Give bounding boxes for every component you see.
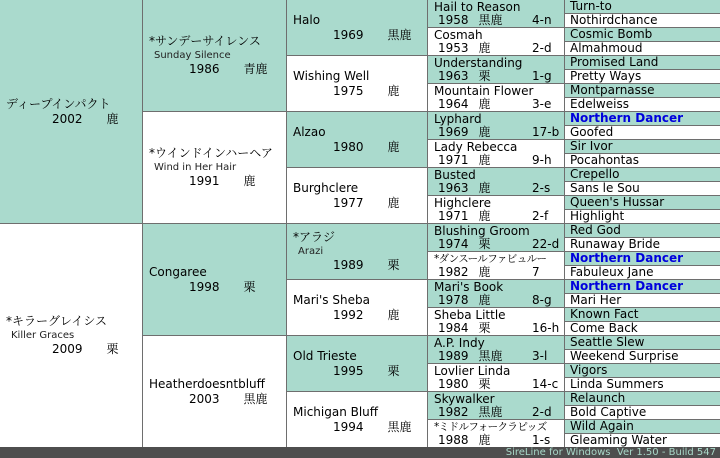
horse-coat: 鹿 xyxy=(478,292,491,307)
horse-cell[interactable] xyxy=(565,168,720,181)
horse-year: 1969 xyxy=(333,27,364,42)
horse-coat: 鹿 xyxy=(387,83,400,98)
horse-cell[interactable] xyxy=(565,280,720,293)
horse-cell[interactable] xyxy=(565,252,720,265)
family-number: 4-n xyxy=(532,12,552,27)
horse-name: *ミドルフォークラピッズ xyxy=(434,420,547,433)
family-number: 1-s xyxy=(532,432,551,447)
horse-cell[interactable] xyxy=(287,392,427,447)
horse-year: 2002 xyxy=(52,111,83,126)
horse-coat: 鹿 xyxy=(387,139,400,154)
horse-cell[interactable] xyxy=(428,252,564,279)
horse-name: Mari's Sheba xyxy=(293,292,370,307)
horse-cell[interactable] xyxy=(428,308,564,335)
horse-cell[interactable] xyxy=(287,280,427,335)
horse-name: Hail to Reason xyxy=(434,0,521,14)
horse-year: 1980 xyxy=(333,139,364,154)
horse-cell[interactable] xyxy=(565,308,720,321)
horse-subname: Sunday Silence xyxy=(154,50,231,61)
family-number: 2-d xyxy=(532,40,552,55)
horse-name: Highlight xyxy=(570,210,625,223)
horse-year: 1995 xyxy=(333,363,364,378)
horse-cell[interactable] xyxy=(428,224,564,251)
status-bar xyxy=(0,447,720,458)
horse-subname: Arazi xyxy=(298,246,324,257)
horse-name: Congaree xyxy=(149,264,207,279)
horse-name: ディープインパクト xyxy=(6,96,111,111)
horse-cell[interactable] xyxy=(565,392,720,405)
horse-cell[interactable] xyxy=(0,0,142,223)
horse-name: Highclere xyxy=(434,196,491,210)
horse-name: Come Back xyxy=(570,322,638,335)
horse-coat: 鹿 xyxy=(387,195,400,210)
horse-coat: 栗 xyxy=(106,342,119,356)
horse-cell[interactable] xyxy=(565,126,720,139)
horse-name: Seattle Slew xyxy=(570,336,645,349)
horse-subname: Wind in Her Hair xyxy=(154,162,237,173)
horse-name: Fabuleux Jane xyxy=(570,266,654,279)
horse-cell[interactable] xyxy=(428,420,564,447)
family-number: 3-e xyxy=(532,96,552,111)
horse-name: Northern Dancer xyxy=(570,280,684,293)
horse-year: 1988 xyxy=(438,432,469,447)
horse-coat: 栗 xyxy=(478,68,491,83)
horse-coat: 青鹿 xyxy=(243,62,268,76)
horse-name: Cosmic Bomb xyxy=(570,28,653,41)
horse-cell[interactable] xyxy=(565,0,720,13)
horse-name: Almahmoud xyxy=(570,42,643,55)
horse-name: A.P. Indy xyxy=(434,336,485,350)
horse-coat: 栗 xyxy=(387,258,400,272)
horse-cell[interactable] xyxy=(565,322,720,335)
horse-year: 1989 xyxy=(438,348,469,363)
horse-cell[interactable] xyxy=(287,56,427,111)
horse-cell[interactable] xyxy=(565,434,720,447)
horse-cell[interactable] xyxy=(565,56,720,69)
horse-year: 1964 xyxy=(438,96,469,111)
horse-name: *ウインドインハーヘア xyxy=(149,146,273,160)
horse-cell[interactable] xyxy=(565,112,720,125)
horse-name: Vigors xyxy=(570,364,608,377)
horse-name: Bold Captive xyxy=(570,406,647,419)
horse-cell[interactable] xyxy=(287,0,427,55)
horse-name: Weekend Surprise xyxy=(570,350,679,363)
horse-name: Runaway Bride xyxy=(570,238,660,251)
horse-cell[interactable] xyxy=(565,42,720,55)
horse-year: 2009 xyxy=(52,342,83,356)
horse-year: 1994 xyxy=(333,419,364,434)
horse-year: 1958 xyxy=(438,12,469,27)
horse-cell[interactable] xyxy=(565,406,720,419)
horse-cell[interactable] xyxy=(565,140,720,153)
horse-cell[interactable] xyxy=(565,266,720,279)
horse-name: Turn-to xyxy=(570,0,612,13)
horse-name: Pocahontas xyxy=(570,154,639,167)
horse-cell[interactable] xyxy=(565,70,720,83)
horse-cell[interactable] xyxy=(565,98,720,111)
horse-cell[interactable] xyxy=(428,336,564,363)
horse-coat: 鹿 xyxy=(478,96,491,111)
family-number: 2-f xyxy=(532,208,549,223)
horse-year: 1992 xyxy=(333,307,364,322)
horse-coat: 鹿 xyxy=(478,180,491,195)
horse-cell[interactable] xyxy=(565,154,720,167)
horse-subname: Killer Graces xyxy=(11,330,75,341)
horse-cell[interactable] xyxy=(428,0,564,27)
horse-year: 1971 xyxy=(438,152,469,167)
horse-year: 1963 xyxy=(438,68,469,83)
horse-name: Sans le Sou xyxy=(570,182,640,195)
horse-year: 1982 xyxy=(438,404,469,419)
horse-year: 1974 xyxy=(438,236,469,251)
horse-cell[interactable] xyxy=(565,196,720,209)
horse-year: 1977 xyxy=(333,195,364,210)
horse-year: 1963 xyxy=(438,180,469,195)
horse-coat: 鹿 xyxy=(243,174,256,188)
horse-name: Wishing Well xyxy=(293,68,370,83)
horse-cell[interactable] xyxy=(428,364,564,391)
family-number: 17-b xyxy=(532,124,560,139)
family-number: 1-g xyxy=(532,68,552,83)
horse-year: 1969 xyxy=(438,124,469,139)
horse-name: Northern Dancer xyxy=(570,252,684,265)
horse-cell[interactable] xyxy=(565,294,720,307)
horse-name: *キラーグレイシス xyxy=(6,314,108,328)
horse-name: Lovlier Linda xyxy=(434,364,511,378)
horse-cell[interactable] xyxy=(565,210,720,223)
family-number: 3-l xyxy=(532,348,548,363)
horse-year: 2003 xyxy=(189,391,220,406)
horse-cell[interactable] xyxy=(0,224,142,447)
horse-year: 1986 xyxy=(189,62,220,76)
family-number: 7 xyxy=(532,264,540,279)
horse-name: Nothirdchance xyxy=(570,14,658,27)
horse-coat: 鹿 xyxy=(106,111,119,126)
horse-name: Known Fact xyxy=(570,308,639,321)
horse-cell[interactable] xyxy=(287,168,427,223)
horse-coat: 黒鹿 xyxy=(478,404,503,419)
horse-coat: 黒鹿 xyxy=(478,12,503,27)
horse-cell[interactable] xyxy=(428,56,564,83)
horse-name: Gleaming Water xyxy=(570,434,667,447)
horse-name: Wild Again xyxy=(570,420,634,433)
horse-cell[interactable] xyxy=(565,224,720,237)
horse-coat: 黒鹿 xyxy=(243,391,268,406)
horse-name: Crepello xyxy=(570,168,620,181)
horse-cell[interactable] xyxy=(428,196,564,223)
family-number: 2-d xyxy=(532,404,552,419)
horse-year: 1953 xyxy=(438,40,469,55)
horse-name: *サンデーサイレンス xyxy=(149,34,261,48)
horse-name: Skywalker xyxy=(434,392,495,406)
horse-cell[interactable] xyxy=(565,84,720,97)
horse-cell[interactable] xyxy=(565,238,720,251)
horse-coat: 鹿 xyxy=(478,124,491,139)
horse-name: Sheba Little xyxy=(434,308,506,322)
horse-cell[interactable] xyxy=(143,224,286,335)
horse-year: 1984 xyxy=(438,320,469,335)
horse-year: 1978 xyxy=(438,292,469,307)
horse-coat: 鹿 xyxy=(478,208,491,223)
horse-coat: 黒鹿 xyxy=(387,419,412,434)
horse-coat: 栗 xyxy=(478,320,491,335)
horse-name: *ダンスールファビュルー xyxy=(434,252,547,265)
horse-cell[interactable] xyxy=(428,112,564,139)
horse-name: Old Trieste xyxy=(293,348,357,363)
horse-name: Montparnasse xyxy=(570,84,655,97)
horse-cell[interactable] xyxy=(143,0,286,111)
horse-name: Mountain Flower xyxy=(434,84,534,98)
horse-name: Edelweiss xyxy=(570,98,629,111)
horse-year: 1971 xyxy=(438,208,469,223)
horse-coat: 黒鹿 xyxy=(478,348,503,363)
horse-coat: 栗 xyxy=(387,363,400,378)
horse-cell[interactable] xyxy=(428,84,564,111)
horse-coat: 栗 xyxy=(243,279,256,294)
horse-cell[interactable] xyxy=(428,168,564,195)
horse-name: Heatherdoesntbluff xyxy=(149,376,265,391)
horse-name: Goofed xyxy=(570,126,614,139)
horse-name: Blushing Groom xyxy=(434,224,530,238)
horse-name: Halo xyxy=(293,12,321,27)
horse-cell[interactable] xyxy=(428,140,564,167)
horse-cell[interactable] xyxy=(428,280,564,307)
horse-year: 1982 xyxy=(438,264,469,279)
horse-cell[interactable] xyxy=(565,378,720,391)
horse-cell[interactable] xyxy=(287,224,427,279)
horse-name: Alzao xyxy=(293,124,326,139)
horse-year: 1991 xyxy=(189,174,220,188)
horse-name: *アラジ xyxy=(293,230,336,244)
family-number: 16-h xyxy=(532,320,560,335)
horse-cell[interactable] xyxy=(143,336,286,447)
horse-name: Promised Land xyxy=(570,56,659,69)
horse-name: Mari's Book xyxy=(434,280,504,294)
horse-year: 1998 xyxy=(189,279,220,294)
horse-coat: 鹿 xyxy=(478,40,491,55)
horse-name: Relaunch xyxy=(570,392,626,405)
family-number: 9-h xyxy=(532,152,552,167)
horse-name: Michigan Bluff xyxy=(293,404,379,419)
horse-coat: 鹿 xyxy=(387,307,400,322)
horse-cell[interactable] xyxy=(565,28,720,41)
horse-cell[interactable] xyxy=(565,336,720,349)
horse-year: 1980 xyxy=(438,376,469,391)
family-number: 14-c xyxy=(532,376,559,391)
horse-name: Linda Summers xyxy=(570,378,664,391)
horse-cell[interactable] xyxy=(565,182,720,195)
horse-name: Pretty Ways xyxy=(570,70,642,83)
horse-cell[interactable] xyxy=(287,112,427,167)
horse-name: Lyphard xyxy=(434,112,482,126)
horse-cell[interactable] xyxy=(428,392,564,419)
horse-name: Understanding xyxy=(434,56,523,70)
horse-cell[interactable] xyxy=(143,112,286,223)
family-number: 2-s xyxy=(532,180,551,195)
horse-name: Busted xyxy=(434,168,476,182)
horse-cell[interactable] xyxy=(428,28,564,55)
horse-name: Northern Dancer xyxy=(570,112,684,125)
horse-name: Red God xyxy=(570,224,621,237)
horse-coat: 鹿 xyxy=(478,432,491,447)
app-version-text: SireLine for Windows Ver 1.50 - Build 547 xyxy=(505,447,716,458)
horse-cell[interactable] xyxy=(565,350,720,363)
horse-name: Mari Her xyxy=(570,294,622,307)
horse-coat: 栗 xyxy=(478,236,491,251)
horse-year: 1989 xyxy=(333,258,364,272)
horse-name: Burghclere xyxy=(293,180,359,195)
horse-cell[interactable] xyxy=(287,336,427,391)
horse-name: Queen's Hussar xyxy=(570,196,665,209)
horse-cell[interactable] xyxy=(565,420,720,433)
horse-cell[interactable] xyxy=(565,14,720,27)
horse-year: 1975 xyxy=(333,83,364,98)
horse-name: Cosmah xyxy=(434,28,483,42)
horse-coat: 黒鹿 xyxy=(387,27,412,42)
horse-name: Lady Rebecca xyxy=(434,140,518,154)
horse-name: Sir Ivor xyxy=(570,140,613,153)
horse-coat: 鹿 xyxy=(478,264,491,279)
family-number: 22-d xyxy=(532,236,560,251)
horse-coat: 栗 xyxy=(478,376,491,391)
horse-coat: 鹿 xyxy=(478,152,491,167)
horse-cell[interactable] xyxy=(565,364,720,377)
family-number: 8-g xyxy=(532,292,552,307)
